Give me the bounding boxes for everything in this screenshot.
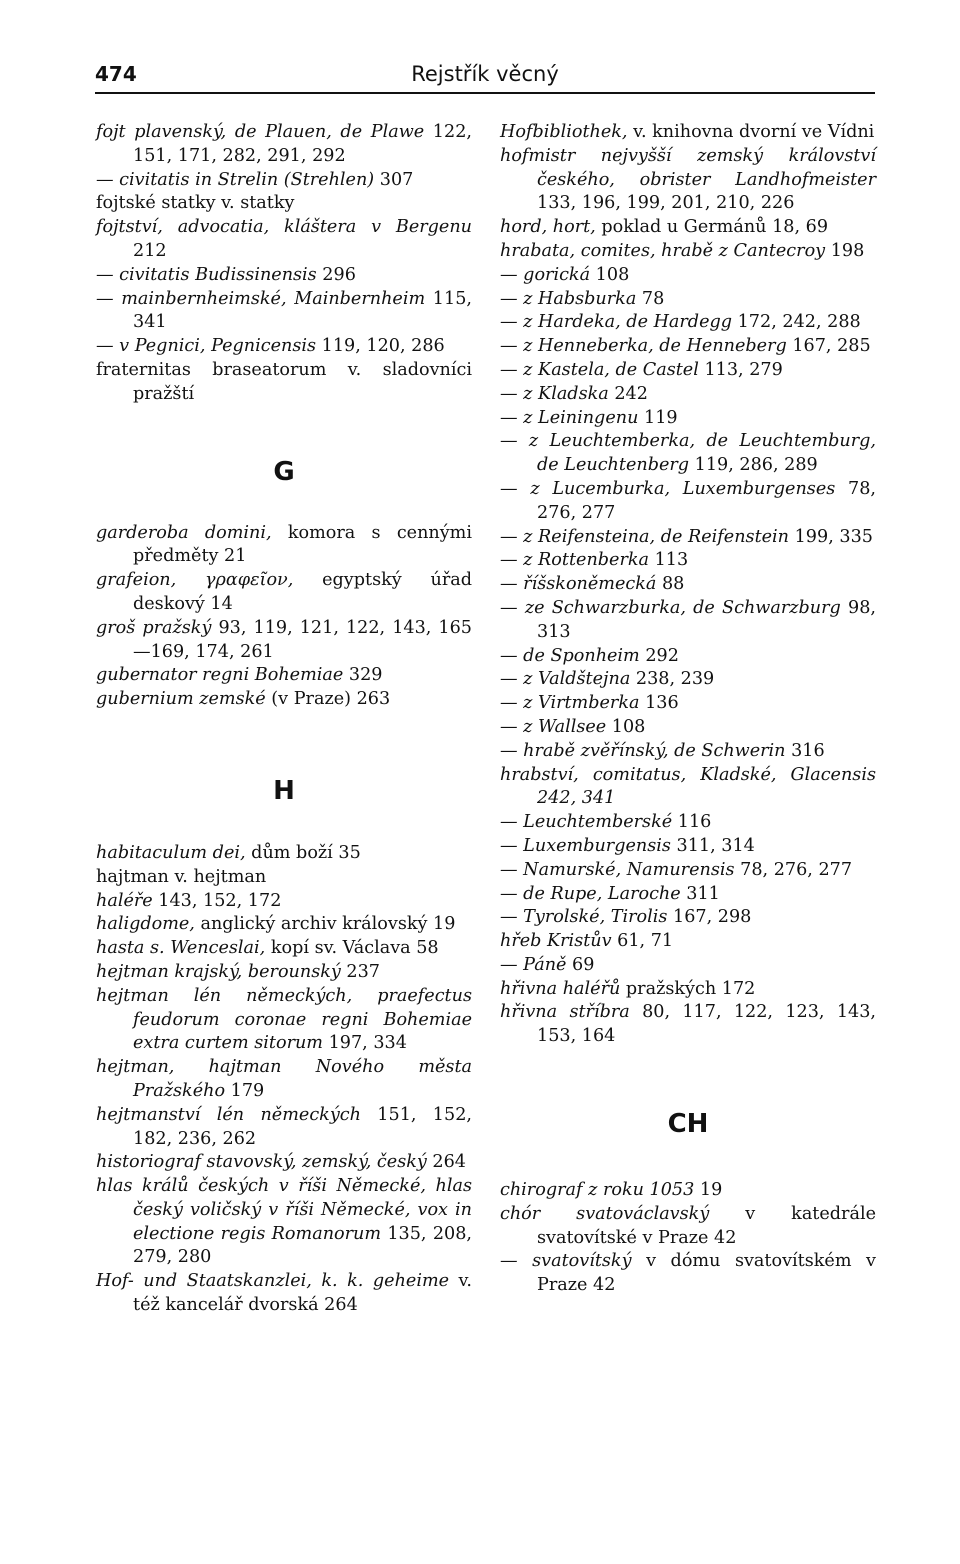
entry-refs: dům boží 35 bbox=[245, 842, 361, 863]
entry-refs: 242 bbox=[608, 383, 648, 404]
entry-term: haléře bbox=[96, 890, 153, 911]
index-entry bbox=[96, 121, 472, 169]
entry-term: hasta s. Wenceslai, bbox=[96, 938, 266, 959]
entry-refs: 197, 334 bbox=[323, 1033, 407, 1054]
index-entry bbox=[500, 811, 876, 835]
index-entry bbox=[500, 716, 876, 740]
entry-term: — z Virtmberka bbox=[500, 693, 640, 714]
index-entry bbox=[500, 954, 876, 978]
entry-term: — ze Schwarzburka, de Schwarzburg bbox=[500, 597, 841, 618]
entry-term: — z Valdštejna bbox=[500, 669, 631, 690]
index-entry bbox=[96, 192, 472, 216]
entry-term: hrabství, comitatus, Kladské, Glacensis 242, 341 bbox=[500, 764, 876, 809]
index-entry bbox=[96, 890, 472, 914]
entry-refs: 78, 276, 277 bbox=[537, 478, 876, 523]
entry-term: — z Hardeka, de Hardegg bbox=[500, 312, 733, 333]
entry-term: — říšskoněmecká bbox=[500, 574, 657, 595]
entry-text: hajtman v. hejtman bbox=[96, 866, 267, 887]
entry-term: — de Rupe, Laroche bbox=[500, 883, 681, 904]
index-entry bbox=[96, 1151, 472, 1175]
entry-refs: 108 bbox=[606, 716, 646, 737]
entry-refs: poklad u Germánů 18, 69 bbox=[595, 217, 829, 238]
index-entry bbox=[96, 264, 472, 288]
entry-refs: 113, 279 bbox=[698, 359, 783, 380]
entry-term: chirograf z roku 1053 bbox=[500, 1180, 695, 1201]
index-entry bbox=[96, 359, 472, 407]
index-entry bbox=[500, 1001, 876, 1049]
entry-refs: 198 bbox=[825, 240, 865, 261]
index-entry bbox=[500, 764, 876, 812]
entry-term: garderoba domini, bbox=[96, 522, 272, 543]
index-entry bbox=[500, 121, 876, 145]
index-entry bbox=[500, 859, 876, 883]
index-entry bbox=[500, 573, 876, 597]
entry-term: — v Pegnici, Pegnicensis bbox=[96, 336, 317, 357]
index-entry bbox=[96, 288, 472, 336]
entry-term: grafeion, bbox=[96, 570, 177, 591]
index-entry bbox=[500, 359, 876, 383]
section-heading-h: H bbox=[273, 775, 295, 806]
entry-term: gubernator regni Bohemiae bbox=[96, 665, 344, 686]
index-entry bbox=[500, 978, 876, 1002]
entry-term: haligdome, bbox=[96, 914, 195, 935]
running-title: Rejstřík věcný bbox=[411, 62, 559, 86]
index-entry bbox=[500, 383, 876, 407]
entry-refs: 119, 120, 286 bbox=[316, 336, 445, 357]
entry-term: habitaculum dei, bbox=[96, 842, 246, 863]
index-column-right bbox=[500, 121, 876, 1298]
index-entry bbox=[500, 430, 876, 478]
entry-term: Hof- und Staatskanzlei, k. k. geheime bbox=[96, 1271, 450, 1292]
index-entry bbox=[500, 264, 876, 288]
entry-refs: 119, 286, 289 bbox=[689, 455, 818, 476]
index-entry bbox=[96, 688, 472, 712]
entry-refs: 167, 285 bbox=[786, 336, 871, 357]
index-entry bbox=[500, 668, 876, 692]
entry-text: fojtské statky v. statky bbox=[96, 193, 295, 214]
entry-term: — civitatis Budissinensis bbox=[96, 264, 317, 285]
entry-refs: v. též kancelář dvorská 264 bbox=[133, 1271, 472, 1316]
entry-term: — z Kladska bbox=[500, 383, 609, 404]
index-entry bbox=[96, 1175, 472, 1270]
entry-refs: 108 bbox=[590, 264, 630, 285]
entry-refs: 113 bbox=[649, 550, 689, 571]
index-entry bbox=[500, 145, 876, 216]
index-entry bbox=[500, 906, 876, 930]
page-header bbox=[95, 62, 875, 94]
index-entry bbox=[500, 288, 876, 312]
entry-refs: 151, 152, 182, 236, 262 bbox=[133, 1104, 472, 1149]
entry-refs: v katedrále svatovítské v Praze 42 bbox=[537, 1203, 876, 1248]
entry-term: chór svatováclavský bbox=[500, 1203, 710, 1224]
entry-refs: 329 bbox=[343, 665, 383, 686]
entry-term: — z Rottenberka bbox=[500, 550, 650, 571]
entry-refs: 143, 152, 172 bbox=[152, 890, 282, 911]
index-entry bbox=[500, 1179, 876, 1203]
entry-refs: 199, 335 bbox=[789, 526, 873, 547]
entry-refs: 115, 341 bbox=[133, 288, 472, 333]
entry-term: hrabata, comites, hrabě z Cantecroy bbox=[500, 240, 826, 261]
entry-refs: 133, 196, 199, 201, 210, 226 bbox=[537, 193, 795, 214]
entry-term: hřivna haléřů bbox=[500, 978, 621, 999]
entry-refs: egyptský úřad deskový 14 bbox=[133, 570, 472, 614]
entry-refs: 98, 313 bbox=[537, 597, 877, 642]
index-entry bbox=[96, 617, 472, 665]
index-entry bbox=[96, 522, 472, 570]
entry-term: hejtman lén německých, praefectus feudorum coronae regni Bohemiae extra curtem sitorum bbox=[96, 985, 472, 1054]
entry-term: — Leuchtemberské bbox=[500, 812, 673, 833]
entry-term: — Namurské, Namurensis bbox=[500, 859, 735, 880]
entry-term: — de Sponheim bbox=[500, 645, 640, 666]
index-entry bbox=[96, 1104, 472, 1152]
entry-refs: 167, 298 bbox=[667, 907, 752, 928]
index-entry bbox=[96, 335, 472, 359]
entry-term: hlas králů českých v říši Německé, hlas český voličský v říši Německé, vox in electione regis Romanorum bbox=[96, 1176, 472, 1244]
entry-refs: 212 bbox=[133, 240, 167, 261]
entry-term: hord, hort, bbox=[500, 217, 596, 238]
entry-refs: komora s cennými předměty 21 bbox=[133, 522, 472, 567]
entry-refs: 237 bbox=[340, 961, 381, 982]
entry-term: — z Reifensteina, de Reifenstein bbox=[500, 526, 790, 547]
section-heading-ch: CH bbox=[667, 1109, 709, 1140]
index-entry bbox=[96, 216, 472, 264]
entry-term: hofmistr nejvyšší zemský království českého, obrister Landhofmeister bbox=[500, 145, 876, 190]
entry-refs: 311 bbox=[680, 883, 720, 904]
page-number: 474 bbox=[95, 62, 137, 86]
entry-refs: 292 bbox=[639, 645, 679, 666]
index-entry bbox=[96, 961, 472, 985]
entry-term: fojtství, advocatia, kláštera v Bergenu bbox=[96, 217, 472, 238]
entry-term: hřivna stříbra bbox=[500, 1002, 630, 1023]
entry-term: hejtmanství lén německých bbox=[96, 1104, 361, 1125]
entry-term: hejtman krajský, berounský bbox=[96, 961, 341, 982]
index-entry bbox=[96, 169, 472, 193]
entry-term: — Páně bbox=[500, 954, 567, 975]
entry-term: — Luxemburgensis bbox=[500, 835, 671, 856]
entry-refs: (v Praze) 263 bbox=[265, 689, 391, 710]
entry-refs: 136 bbox=[639, 693, 679, 714]
index-entry bbox=[96, 1056, 472, 1104]
entry-term: — z Habsburka bbox=[500, 288, 637, 309]
entry-refs: 88 bbox=[656, 574, 685, 595]
entry-refs: v dómu svatovítském v Praze 42 bbox=[537, 1251, 876, 1296]
entry-term: — civitatis in Strelin (Strehlen) bbox=[96, 169, 375, 190]
entry-term: groš pražský bbox=[96, 617, 212, 638]
index-entry bbox=[96, 842, 472, 866]
index-entry bbox=[500, 478, 876, 526]
entry-refs: 78 bbox=[636, 288, 665, 309]
index-entry bbox=[500, 597, 876, 645]
index-entry bbox=[500, 526, 876, 550]
index-entry bbox=[96, 569, 472, 617]
entry-refs: 119 bbox=[638, 407, 678, 428]
entry-term: — gorická bbox=[500, 264, 591, 285]
index-entry bbox=[500, 1250, 876, 1298]
entry-refs: 296 bbox=[316, 264, 356, 285]
entry-refs: 135, 208, 279, 280 bbox=[133, 1223, 472, 1268]
entry-term: — mainbernheimské, Mainbernheim bbox=[96, 288, 426, 309]
entry-refs: 80, 117, 122, 123, 143, 153, 164 bbox=[537, 1002, 876, 1047]
index-entry bbox=[500, 240, 876, 264]
entry-term: — z Wallsee bbox=[500, 716, 607, 737]
index-entry bbox=[500, 1203, 876, 1251]
index-entry bbox=[500, 407, 876, 431]
entry-term: — z Kastela, de Castel bbox=[500, 359, 699, 380]
entry-refs: 61, 71 bbox=[611, 931, 674, 952]
entry-refs: 69 bbox=[566, 954, 595, 975]
entry-refs: 238, 239 bbox=[630, 669, 715, 690]
index-entry bbox=[500, 930, 876, 954]
section-heading-g: G bbox=[273, 456, 295, 487]
entry-term: — svatovítský bbox=[500, 1251, 632, 1272]
index-entry bbox=[96, 937, 472, 961]
entry-refs: 172, 242, 288 bbox=[732, 312, 861, 333]
entry-refs: anglický archiv královský 19 bbox=[194, 914, 456, 935]
entry-term: Hofbibliothek, bbox=[500, 122, 628, 142]
entry-text: fraternitas braseatorum v. sladovníci pražští bbox=[96, 359, 472, 404]
entry-refs: 311, 314 bbox=[670, 835, 755, 856]
entry-term: fojt plavenský, de Plauen, de Plawe bbox=[96, 122, 425, 142]
index-column-left bbox=[96, 121, 472, 1318]
index-entry bbox=[500, 216, 876, 240]
index-entry bbox=[96, 913, 472, 937]
entry-refs: 179 bbox=[225, 1080, 265, 1101]
entry-refs: 307 bbox=[374, 169, 414, 190]
entry-refs: 116 bbox=[672, 812, 712, 833]
entry-term: — z Henneberka, de Henneberg bbox=[500, 336, 787, 357]
entry-term: — z Lucemburka, Luxemburgenses bbox=[500, 478, 836, 499]
entry-term: hřeb Kristův bbox=[500, 931, 612, 952]
entry-term: — z Leiningenu bbox=[500, 407, 639, 428]
index-entry bbox=[500, 883, 876, 907]
entry-refs: kopí sv. Václava 58 bbox=[265, 938, 439, 959]
entry-term: — hrabě zvěřínský, de Schwerin bbox=[500, 740, 786, 761]
index-entry bbox=[96, 664, 472, 688]
entry-refs: 264 bbox=[426, 1152, 467, 1173]
index-entry bbox=[96, 985, 472, 1056]
entry-term: — Tyrolské, Tirolis bbox=[500, 907, 668, 928]
entry-refs: v. knihovna dvorní ve Vídni bbox=[627, 122, 875, 142]
index-entry bbox=[500, 311, 876, 335]
entry-refs: 316 bbox=[785, 740, 825, 761]
index-entry bbox=[96, 866, 472, 890]
entry-refs: 122, 151, 171, 282, 291, 292 bbox=[133, 122, 472, 166]
entry-term: hejtman, hajtman Nového města Pražského bbox=[96, 1057, 472, 1101]
index-entry bbox=[500, 645, 876, 669]
entry-refs: 19 bbox=[694, 1180, 723, 1201]
index-entry bbox=[500, 549, 876, 573]
entry-refs: 93, 119, 121, 122, 143, 165—169, 174, 261 bbox=[133, 617, 473, 662]
entry-refs: 78, 276, 277 bbox=[734, 859, 853, 880]
entry-refs: pražských 172 bbox=[620, 978, 756, 999]
index-entry bbox=[500, 835, 876, 859]
index-entry bbox=[500, 335, 876, 359]
entry-term: gubernium zemské bbox=[96, 689, 266, 710]
index-entry bbox=[500, 740, 876, 764]
entry-term: — z Leuchtemberka, de Leuchtemburg, de Leuchtenberg bbox=[500, 431, 876, 476]
entry-term: historiograf stavovský, zemský, český bbox=[96, 1152, 427, 1173]
entry-greek: γραφεῖον, bbox=[205, 570, 294, 591]
index-entry bbox=[96, 1270, 472, 1318]
index-entry bbox=[500, 692, 876, 716]
